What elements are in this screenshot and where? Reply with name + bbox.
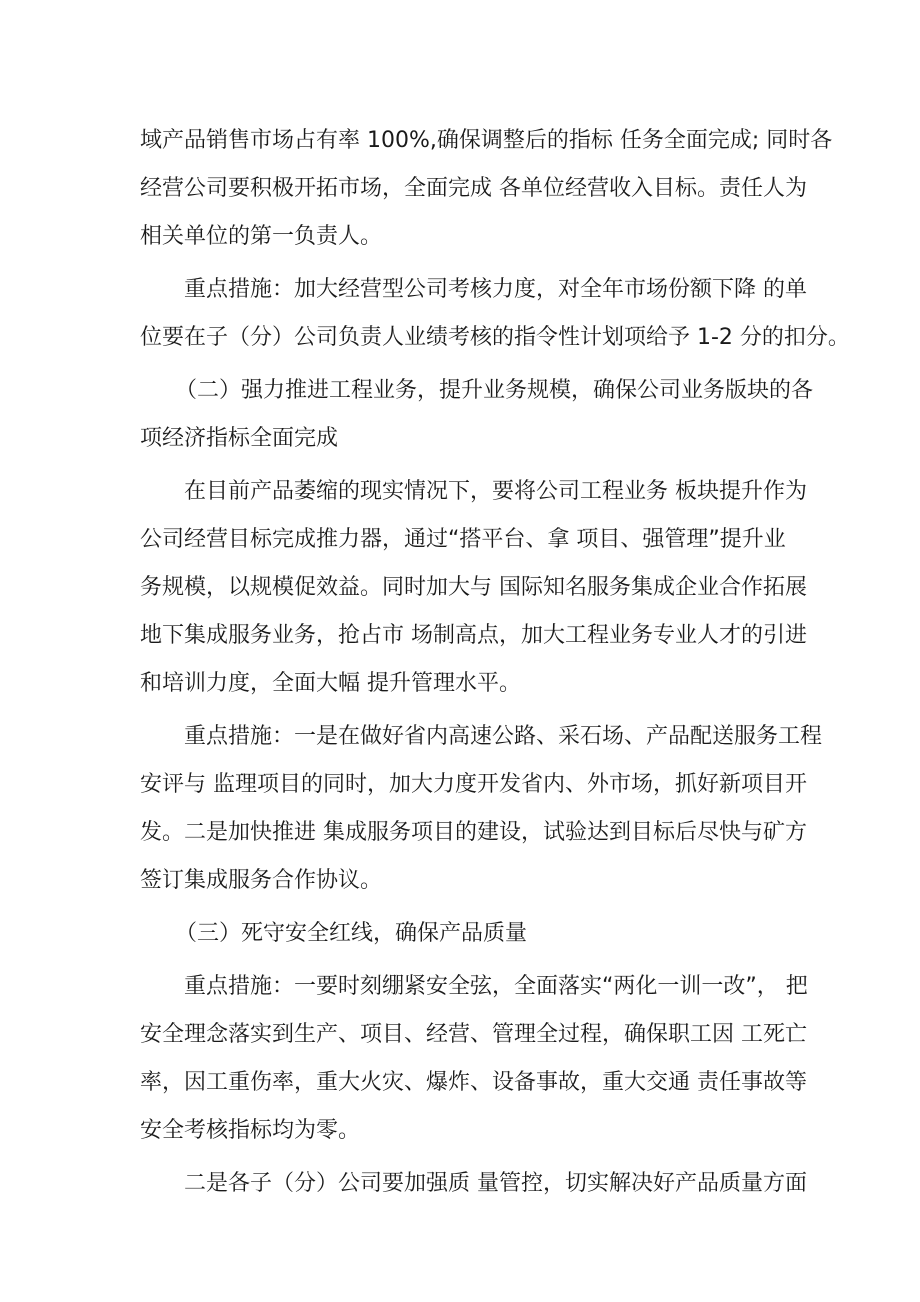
text-line: 重点措施：加大经营型公司考核力度，对全年市场份额下降 的单	[184, 277, 807, 302]
text-line: 项经济指标全面完成	[140, 426, 339, 451]
paragraph-market-share	[140, 117, 833, 261]
section-heading-2	[140, 367, 814, 463]
text-line: 位要在子（分）公司负责人业绩考核的指令性计划项给予 1-2 分的扣分。	[140, 325, 850, 350]
text-line: （三）死守安全红线，确保产品质量	[175, 921, 528, 946]
text-line: 在目前产品萎缩的现实情况下，要将公司工程业务 板块提升作为	[184, 479, 807, 504]
text-line: 重点措施：一要时刻绷紧安全弦，全面落实“两化一训一改”， 把	[184, 974, 808, 999]
paragraph-engineering	[140, 468, 807, 708]
document-body	[140, 117, 850, 1208]
text-line: 重点措施：一是在做好省内高速公路、采石场、产品配送服务工程	[184, 724, 823, 749]
paragraph-quality	[140, 1160, 807, 1208]
section-heading-3	[140, 910, 785, 958]
text-line: 安全考核指标均为零。	[140, 1118, 361, 1143]
text-line: 地下集成服务业务，抢占市 场制高点，加大工程业务专业人才的引进	[140, 623, 807, 648]
text-line: 域产品销售市场占有率 100%,确保调整后的指标 任务全面完成; 同时各	[140, 128, 833, 153]
text-line: 安全理念落实到生产、项目、经营、管理全过程，确保职工因 工死亡	[140, 1022, 807, 1047]
text-line: 经营公司要积极开拓市场，全面完成 各单位经营收入目标。责任人为	[140, 176, 807, 201]
text-line: 相关单位的第一负责人。	[140, 224, 383, 249]
text-line: 率，因工重伤率，重大火灾、爆炸、设备事故，重大交通 责任事故等	[140, 1070, 807, 1095]
text-line: 安评与 监理项目的同时，加大力度开发省内、外市场，抓好新项目开	[140, 772, 807, 797]
text-line: 务规模，以规模促效益。同时加大与 国际知名服务集成企业合作拓展	[140, 575, 807, 600]
paragraph-key-measure-2	[140, 713, 823, 905]
text-line: 发。二是加快推进 集成服务项目的建设，试验达到目标后尽快与矿方	[140, 820, 807, 845]
text-line: 和培训力度，全面大幅 提升管理水平。	[140, 671, 521, 696]
paragraph-key-measure-1	[140, 266, 850, 362]
paragraph-key-measure-3	[140, 963, 808, 1155]
text-line: （二）强力推进工程业务，提升业务规模，确保公司业务版块的各	[175, 378, 814, 403]
text-line: 签订集成服务合作协议。	[140, 868, 383, 893]
text-line: 公司经营目标完成推力器，通过“搭平台、拿 项目、强管理”提升业	[140, 527, 786, 552]
text-line: 二是各子（分）公司要加强质 量管控，切实解决好产品质量方面	[184, 1171, 807, 1196]
